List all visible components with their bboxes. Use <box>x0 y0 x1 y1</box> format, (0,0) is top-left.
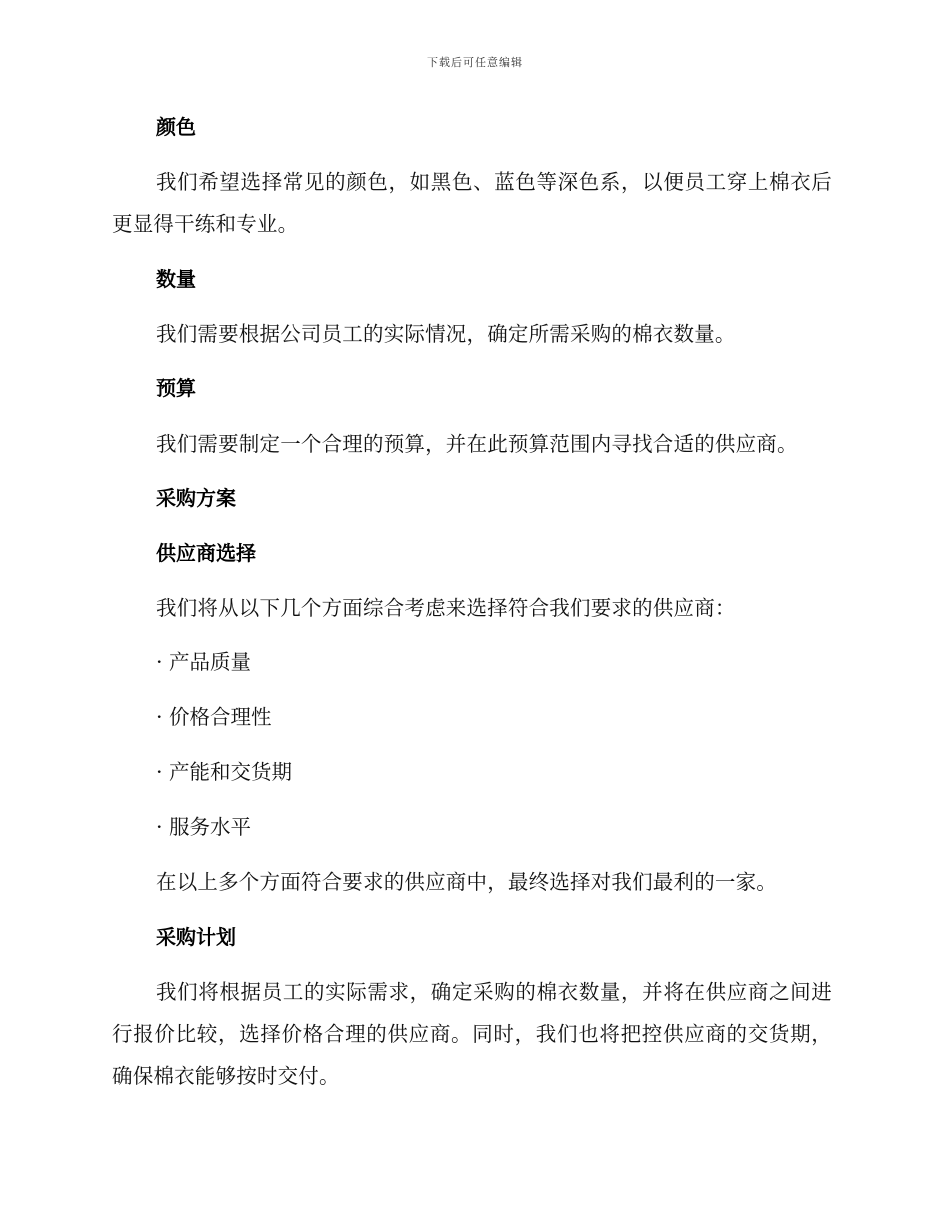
section-heading-color: 颜色 <box>156 115 196 139</box>
paragraph-supplier-conclusion: 在以上多个方面符合要求的供应商中，最终选择对我们最利的一家。 <box>156 870 777 894</box>
section-heading-quantity: 数量 <box>156 267 196 291</box>
bullet-price-reasonableness: · 价格合理性 <box>156 705 272 729</box>
bullet-product-quality: · 产品质量 <box>156 650 252 674</box>
paragraph-supplier-intro: 我们将从以下几个方面综合考虑来选择符合我们要求的供应商： <box>156 596 736 620</box>
paragraph-color: 我们希望选择常见的颜色，如黑色、蓝色等深色系，以便员工穿上棉衣后更显得干练和专业。 <box>112 170 832 236</box>
paragraph-budget: 我们需要制定一个合理的预算，并在此预算范围内寻找合适的供应商。 <box>156 432 798 456</box>
bullet-service-level: · 服务水平 <box>156 815 252 839</box>
section-heading-purchase-plan: 采购计划 <box>156 925 236 949</box>
page-header: 下载后可任意编辑 <box>427 56 523 69</box>
section-heading-supplier-selection: 供应商选择 <box>156 541 256 565</box>
section-heading-budget: 预算 <box>156 376 196 400</box>
bullet-capacity-delivery: · 产能和交货期 <box>156 760 293 784</box>
section-heading-procurement-plan: 采购方案 <box>156 486 236 510</box>
paragraph-quantity: 我们需要根据公司员工的实际情况，确定所需采购的棉衣数量。 <box>156 322 736 346</box>
paragraph-purchase-plan: 我们将根据员工的实际需求，确定采购的棉衣数量，并将在供应商之间进行报价比较，选择价格合理的供应商。同时，我们也将把控供应商的交货期，确保棉衣能够按时交付。 <box>112 980 832 1088</box>
